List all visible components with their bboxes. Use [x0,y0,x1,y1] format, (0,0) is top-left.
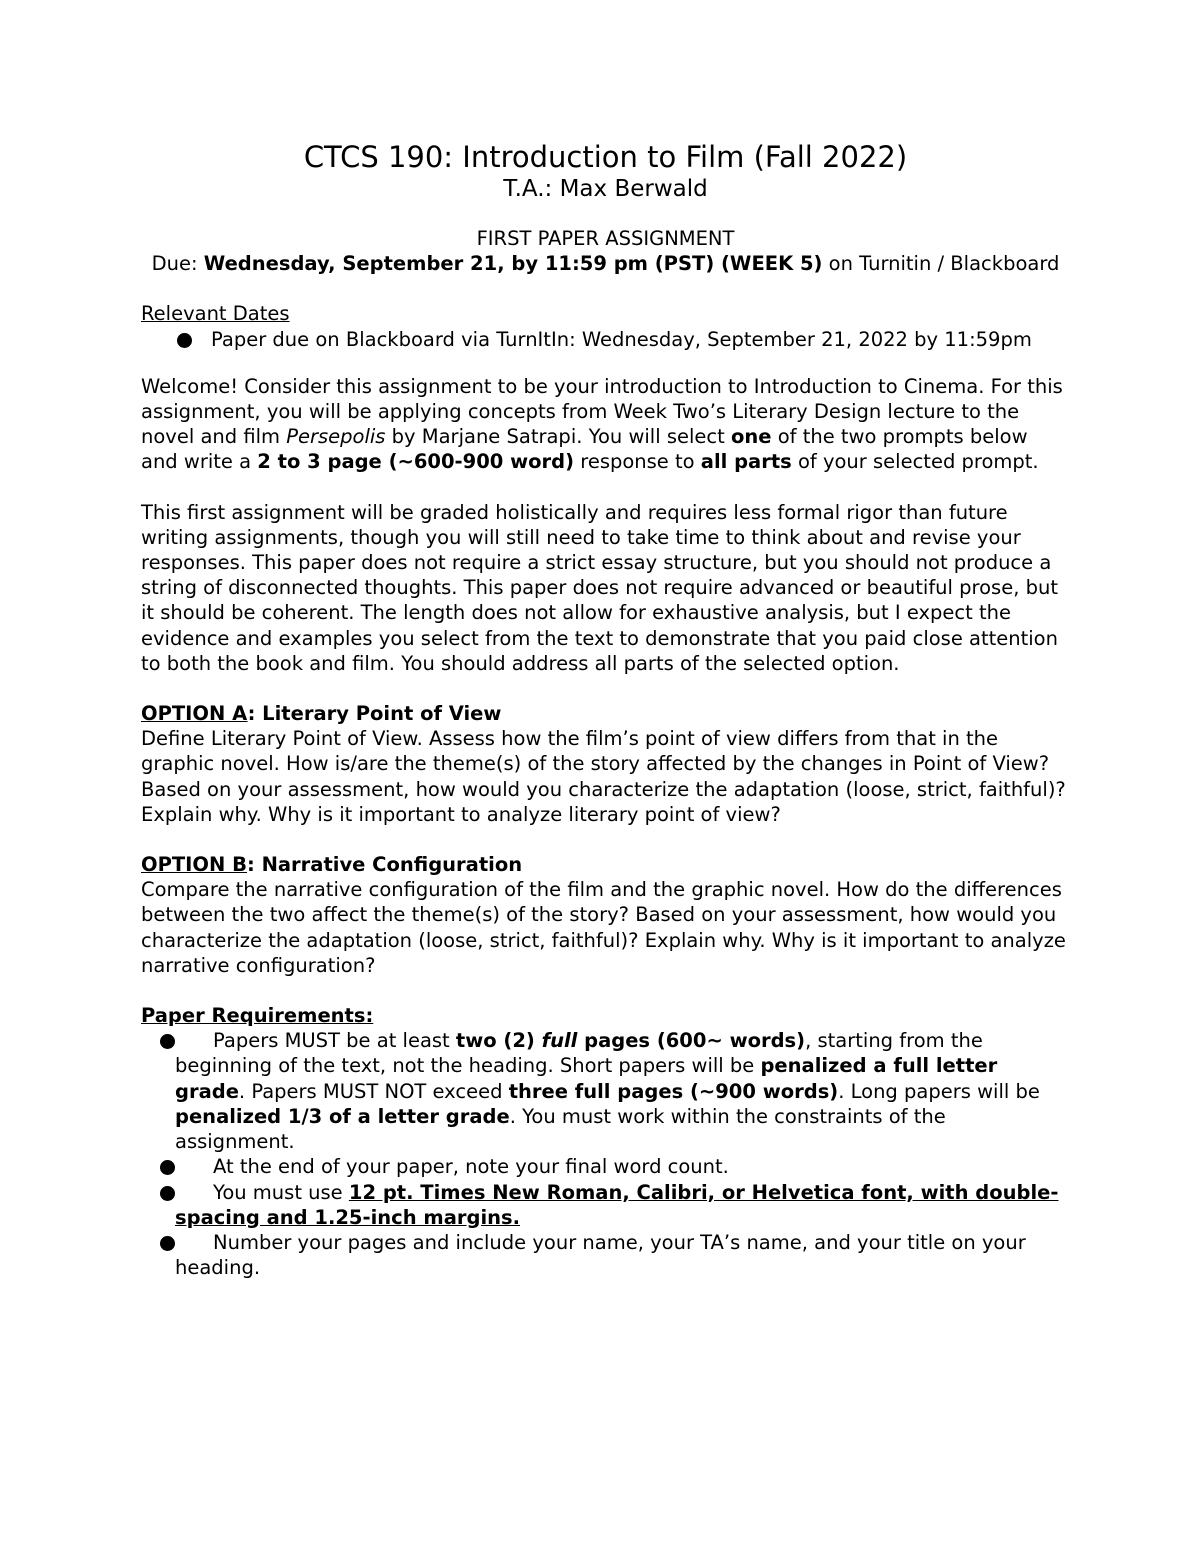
list-item [141,327,1070,352]
bullet-icon [177,333,192,348]
relevant-dates-list [141,327,1070,352]
option-b-section [141,852,1070,978]
requirement-emphasis: two (2) [455,1029,542,1053]
list-item [141,1028,1070,1154]
requirements-heading [141,1003,1070,1028]
requirement-emphasis: pages (600~ words) [577,1029,806,1053]
intro-paragraph: This first assignment will be graded holistically and requires less formal rigor than future writing assignments, though you will still need to take time to think about and revise your responses. This paper does not require a strict essay structure, but you should not produce a string of disconnected thoughts. This paper does not require advanced or beautiful prose, but it should be coherent. The length does not allow for exhaustive analysis, but I expect the evidence and examples you select from the text to demonstrate that you paid close attention to both the book and film. You should address all parts of the selected option. [141,500,1058,675]
option-b-label: OPTION B [141,853,247,877]
option-a-text: Define Literary Point of View. Assess how the film’s point of view differs from that in the graphic novel. How is/are the theme(s) of the story affected by the changes in Point of View? Based on your assessment, how would you characterize the adaptation (loose, strict, faithful)? Explain why. Why is it important to analyze literary point of view? [141,727,1066,826]
option-b-title: : Narrative Configuration [246,853,523,877]
due-suffix: on Turnitin / Blackboard [822,252,1060,276]
option-a-label: OPTION A [141,702,248,726]
requirement-emphasis: 12 pt. Times New Roman, Calibri, or Helvetica font, with double-spacing and 1.25-inch margins. [175,1180,1059,1229]
requirements-section [141,1003,1070,1280]
welcome-text: by Marjane Satrapi. You will select [385,425,731,449]
bullet-icon [160,1160,175,1175]
requirement-emphasis: full [541,1029,578,1053]
requirement-emphasis: penalized a full letter grade [175,1054,998,1103]
document-header [141,140,1070,276]
requirement-text: At the end of your paper, note your final word count. [213,1155,729,1179]
requirement-emphasis: three full pages (~900 words) [508,1079,839,1103]
welcome-text: response to [574,450,701,474]
welcome-text: of your selected prompt. [791,450,1039,474]
course-title: CTCS 190: Introduction to Film (Fall 2022) [303,140,908,174]
relevant-dates-section [141,301,1070,351]
requirement-emphasis: penalized 1/3 of a letter grade [175,1104,510,1128]
welcome-emphasis: 2 to 3 page (~600-900 word) [257,450,575,474]
list-item [141,1180,1070,1230]
due-line [141,251,1070,276]
welcome-text: of the two prompts below and write a [141,425,1028,474]
option-b-text: Compare the narrative configuration of the film and the graphic novel. How do the differences between the two affect the theme(s) of the story? Based on your assessment, how would you characterize the adaptation (loose, strict, faithful)? Explain why. Why is it important to analyze narrative configuration? [141,878,1066,977]
requirement-text: Number your pages and include your name, your TA’s name, and your title on your heading. [175,1230,1026,1280]
option-a-title: : Literary Point of View [247,702,502,726]
due-prefix: Due: [151,252,204,276]
option-b-heading [141,852,1070,877]
requirement-text: You must use [213,1180,349,1204]
list-item [141,1154,1070,1179]
option-a-heading [141,701,1070,726]
film-title: Persepolis [286,425,386,449]
due-date: Wednesday, September 21, by 11:59 pm (PST) (WEEK 5) [203,252,823,276]
bullet-icon [160,1186,175,1201]
list-item [141,1230,1070,1280]
welcome-paragraph [141,374,1070,475]
requirement-text: , starting from the beginning of the text, not the heading. Short papers will be [175,1029,983,1078]
requirement-text: . Papers MUST NOT exceed [238,1079,509,1103]
ta-line: T.A.: Max Berwald [503,176,708,202]
option-a-section [141,701,1070,827]
requirements-list [141,1028,1070,1280]
requirement-text: . You must work within the constraints of the assignment. [175,1104,946,1154]
welcome-emphasis: one [730,425,772,449]
requirements-heading-text: Paper Requirements: [141,1004,374,1028]
requirement-text: . Long papers will be [838,1079,1040,1103]
relevant-dates-heading: Relevant Dates [141,302,290,326]
welcome-text: Welcome! Consider this assignment to be your introduction to Introduction to Cinema. For this assignment, you will be applying concepts from Week Two’s Literary Design lecture to the novel and film [141,374,1063,449]
relevant-date-text: Paper due on Blackboard via TurnItIn: Wednesday, September 21, 2022 by 11:59pm [211,327,1032,351]
welcome-emphasis: all parts [700,450,792,474]
bullet-icon [160,1236,175,1251]
assignment-name: FIRST PAPER ASSIGNMENT [476,227,735,250]
requirement-text: Papers MUST be at least [213,1029,456,1053]
bullet-icon [160,1034,175,1049]
